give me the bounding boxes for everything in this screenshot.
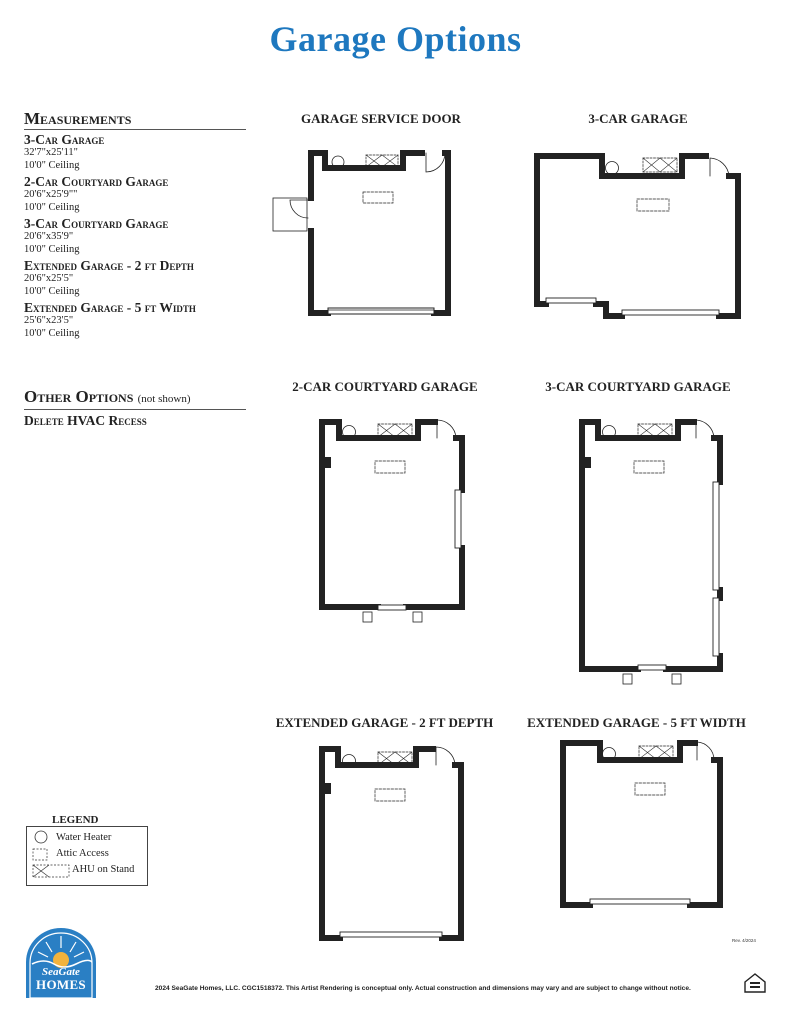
option-name: Extended Garage - 5 ft Width <box>24 300 196 315</box>
legend-title: LEGEND <box>52 814 99 826</box>
plan-3-car-courtyard <box>582 420 720 684</box>
other-options-title: Other Options <box>24 387 134 406</box>
plan-title-extended-2ft: EXTENDED GARAGE - 2 FT DEPTH <box>275 715 494 730</box>
other-option-item: Delete HVAC Recess <box>24 413 147 428</box>
option-name: 3-Car Garage <box>24 132 105 147</box>
plan-title-extended-5ft: EXTENDED GARAGE - 5 FT WIDTH <box>527 715 746 730</box>
legend-label: AHU on Stand <box>72 864 135 875</box>
water-heater-icon <box>35 831 47 843</box>
option-name: 2-Car Courtyard Garage <box>24 174 169 189</box>
plan-extended-2ft <box>322 747 461 938</box>
ahu-stand-icon <box>33 865 69 877</box>
page-title: Garage Options <box>269 19 522 59</box>
legend-label: Water Heater <box>56 832 112 843</box>
plan-title-service-door: GARAGE SERVICE DOOR <box>301 111 461 126</box>
option-size: 25'6"x23'5" <box>24 315 74 326</box>
option-ceiling: 10'0" Ceiling <box>24 243 80 255</box>
plan-service-door <box>273 153 448 314</box>
option-size: 20'6"x35'9" <box>24 231 74 242</box>
option-ceiling: 10'0" Ceiling <box>24 327 80 339</box>
legend-label: Attic Access <box>56 848 109 859</box>
option-size: 32'7"x25'11" <box>24 147 78 158</box>
revision-label: Rev. 4/2024 <box>732 938 756 943</box>
plan-title-3-car: 3-CAR GARAGE <box>588 111 688 126</box>
logo-text-bottom: HOMES <box>36 977 86 992</box>
plan-title-3-car-courtyard: 3-CAR COURTYARD GARAGE <box>545 379 731 394</box>
plan-2-car-courtyard <box>322 420 462 622</box>
attic-access-icon <box>33 849 47 860</box>
option-name: Extended Garage - 2 ft Depth <box>24 258 194 273</box>
equal-housing-icon <box>743 972 767 994</box>
option-ceiling: 10'0" Ceiling <box>24 285 80 297</box>
footer-disclaimer: 2024 SeaGate Homes, LLC. CGC1518372. This Artist Rendering is conceptual only. Actual construction and dimensions may vary and are subject to change without notice. <box>155 985 691 992</box>
option-ceiling: 10'0" Ceiling <box>24 201 80 213</box>
option-ceiling: 10'0" Ceiling <box>24 159 80 171</box>
logo-text-top: SeaGate <box>42 966 80 978</box>
plan-title-2-car-courtyard: 2-CAR COURTYARD GARAGE <box>292 379 478 394</box>
option-name: 3-Car Courtyard Garage <box>24 216 169 231</box>
option-size: 20'6"x25'5" <box>24 273 74 284</box>
plan-extended-5ft <box>563 742 720 905</box>
measurements-heading: Measurements <box>24 110 246 130</box>
option-size: 20'6"x25'9"" <box>24 189 78 200</box>
plan-3-car <box>537 156 738 316</box>
other-options-note: (not shown) <box>137 393 191 405</box>
